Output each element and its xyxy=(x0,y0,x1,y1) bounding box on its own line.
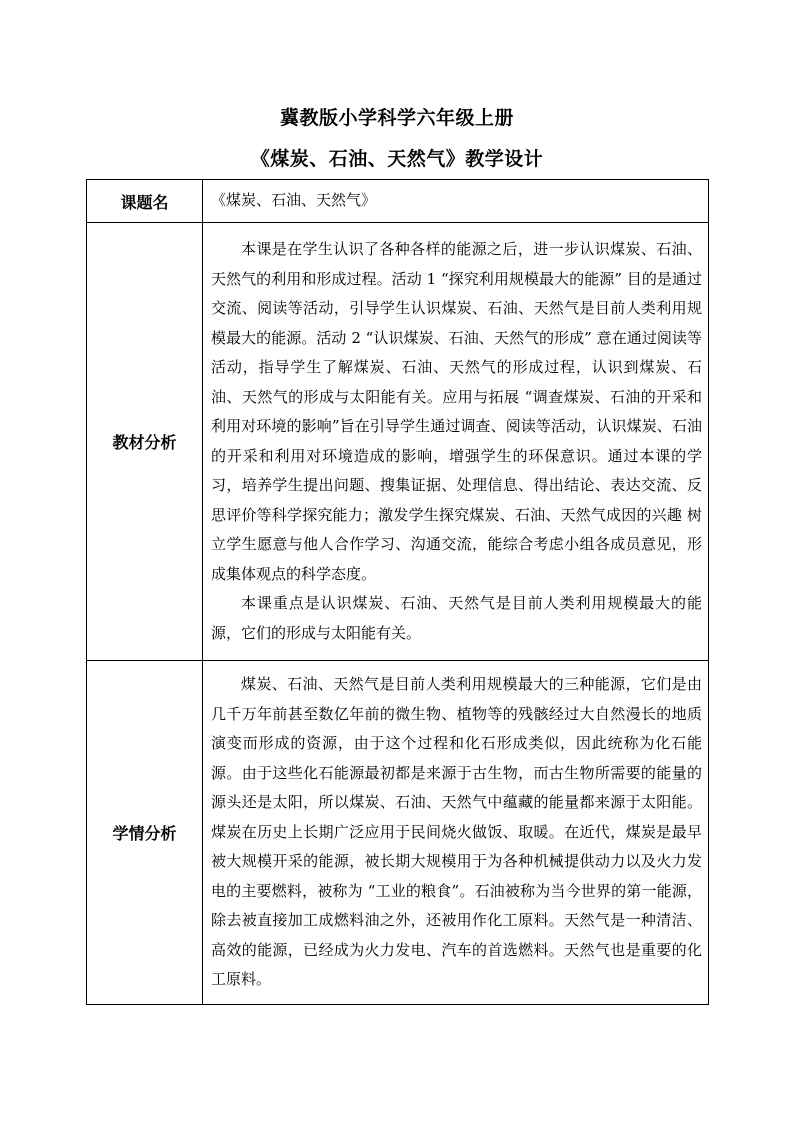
row-label-student-analysis: 学情分析 xyxy=(87,661,203,1005)
row-content-textbook-analysis xyxy=(203,223,709,661)
paragraph: 本课重点是认识煤炭、石油、天然气是目前人类利用规模最大的能源，它们的形成与太阳能有关。 xyxy=(211,594,702,642)
row-content-student-analysis xyxy=(203,661,709,1005)
paragraph: 本课是在学生认识了各种各样的能源之后，进一步认识煤炭、石油、天然气的利用和形成过程。活动 1 “探究利用规模最大的能源” 目的是通过交流、阅读等活动，引导学生认识煤炭、石油、天然气是目前人类利用规模最大的能源。活动 2 “认识煤炭、石油、天然气的形成” 意在通过阅读等活动，指导学生了解煤炭、石油、天然气的形成过程，认识到煤炭、石油、天然气的形成与太阳能有关。应用与拓展 “调查煤炭、石油的开采和利用对环境的影响”旨在引导学生通过调查、阅读等活动，认识煤炭、石油的开采和利用对环境造成的影响，增强学生的环保意识。通过本课的学习，培养学生提出问题、搜集证据、处理信息、得出结论、表达交流、反思评价等科学探究能力；激发学生探究煤炭、石油、天然气成因的兴趣 树立学生愿意与他人合作学习、沟通交流，能综合考虑小组各成员意见，形成集体观点的科学态度。 xyxy=(211,240,702,583)
document-subtitle: 《煤炭、石油、天然气》教学设计 xyxy=(250,148,544,170)
lesson-plan-table xyxy=(86,179,709,1005)
table-row xyxy=(87,223,709,661)
row-label-textbook-analysis: 教材分析 xyxy=(87,223,203,661)
document-title: 冀教版小学科学六年级上册 xyxy=(279,107,514,129)
row-content-topic xyxy=(203,180,709,223)
paragraph: 煤炭、石油、天然气是目前人类利用规模最大的三种能源，它们是由几千万年前甚至数亿年前的微生物、植物等的残骸经过大自然漫长的地质演变而形成的资源，由于这个过程和化石形成类似，因此统称为化石能源。由于这些化石能源最初都是来源于古生物，而古生物所需要的能量的源头还是太阳，所以煤炭、石油、天然气中蕴藏的能量都来源于太阳能。煤炭在历史上长期广泛应用于民间烧火做饭、取暖。在近代，煤炭是最早被大规模开采的能源，被长期大规模用于为各种机械提供动力以及火力发电的主要燃料，被称为 “工业的粮食”。石油被称为当今世界的第一能源，除去被直接加工成燃料油之外，还被用作化工原料。天然气是一种清洁、高效的能源，已经成为火力发电、汽车的首选燃料。天然气也是重要的化工原料。 xyxy=(211,675,702,989)
table-row xyxy=(87,661,709,1005)
row-label-topic: 课题名 xyxy=(87,180,203,223)
table-row xyxy=(87,180,709,223)
paragraph: 《煤炭、石油、天然气》 xyxy=(211,191,377,209)
